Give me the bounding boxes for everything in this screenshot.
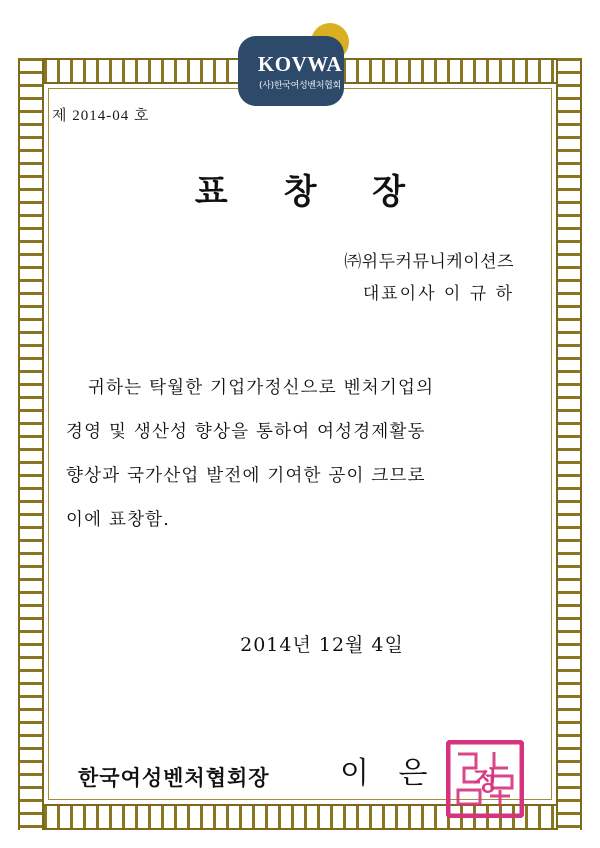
official-seal — [446, 740, 524, 818]
signer-name: 이 은 — [340, 756, 438, 791]
page-title: 표 창 장 — [194, 172, 428, 212]
recipient-person: 대표이사 이 규 하 — [362, 284, 514, 304]
citation-line-1: 귀하는 탁월한 기업가정신으로 벤처기업의 — [88, 378, 435, 398]
citation-body — [66, 366, 536, 542]
citation-line-4: 이에 표창함. — [66, 510, 171, 530]
border-right — [556, 58, 582, 830]
kovwa-logo — [234, 18, 366, 114]
citation-line-2: 경영 및 생산성 향상을 통하여 여성경제활동 — [66, 422, 426, 442]
signature-block — [78, 740, 548, 830]
signer-title: 한국여성벤처협회장 — [78, 765, 270, 790]
recipient-company: ㈜위두커뮤니케이션즈 — [344, 252, 514, 272]
issue-date: 2014년 12월 4일 — [240, 634, 404, 656]
document-number: 제 2014-04 호 — [52, 108, 150, 124]
seal-character: 정 — [472, 766, 498, 797]
logo-main-text: KOVWA — [257, 52, 343, 76]
certificate-content — [52, 78, 548, 808]
citation-line-3: 향상과 국가산업 발전에 기여한 공이 크므로 — [66, 466, 426, 486]
border-left — [18, 58, 44, 830]
recipient-block — [344, 246, 514, 310]
logo-sub-text: (사)한국여성벤처협회 — [259, 81, 341, 91]
